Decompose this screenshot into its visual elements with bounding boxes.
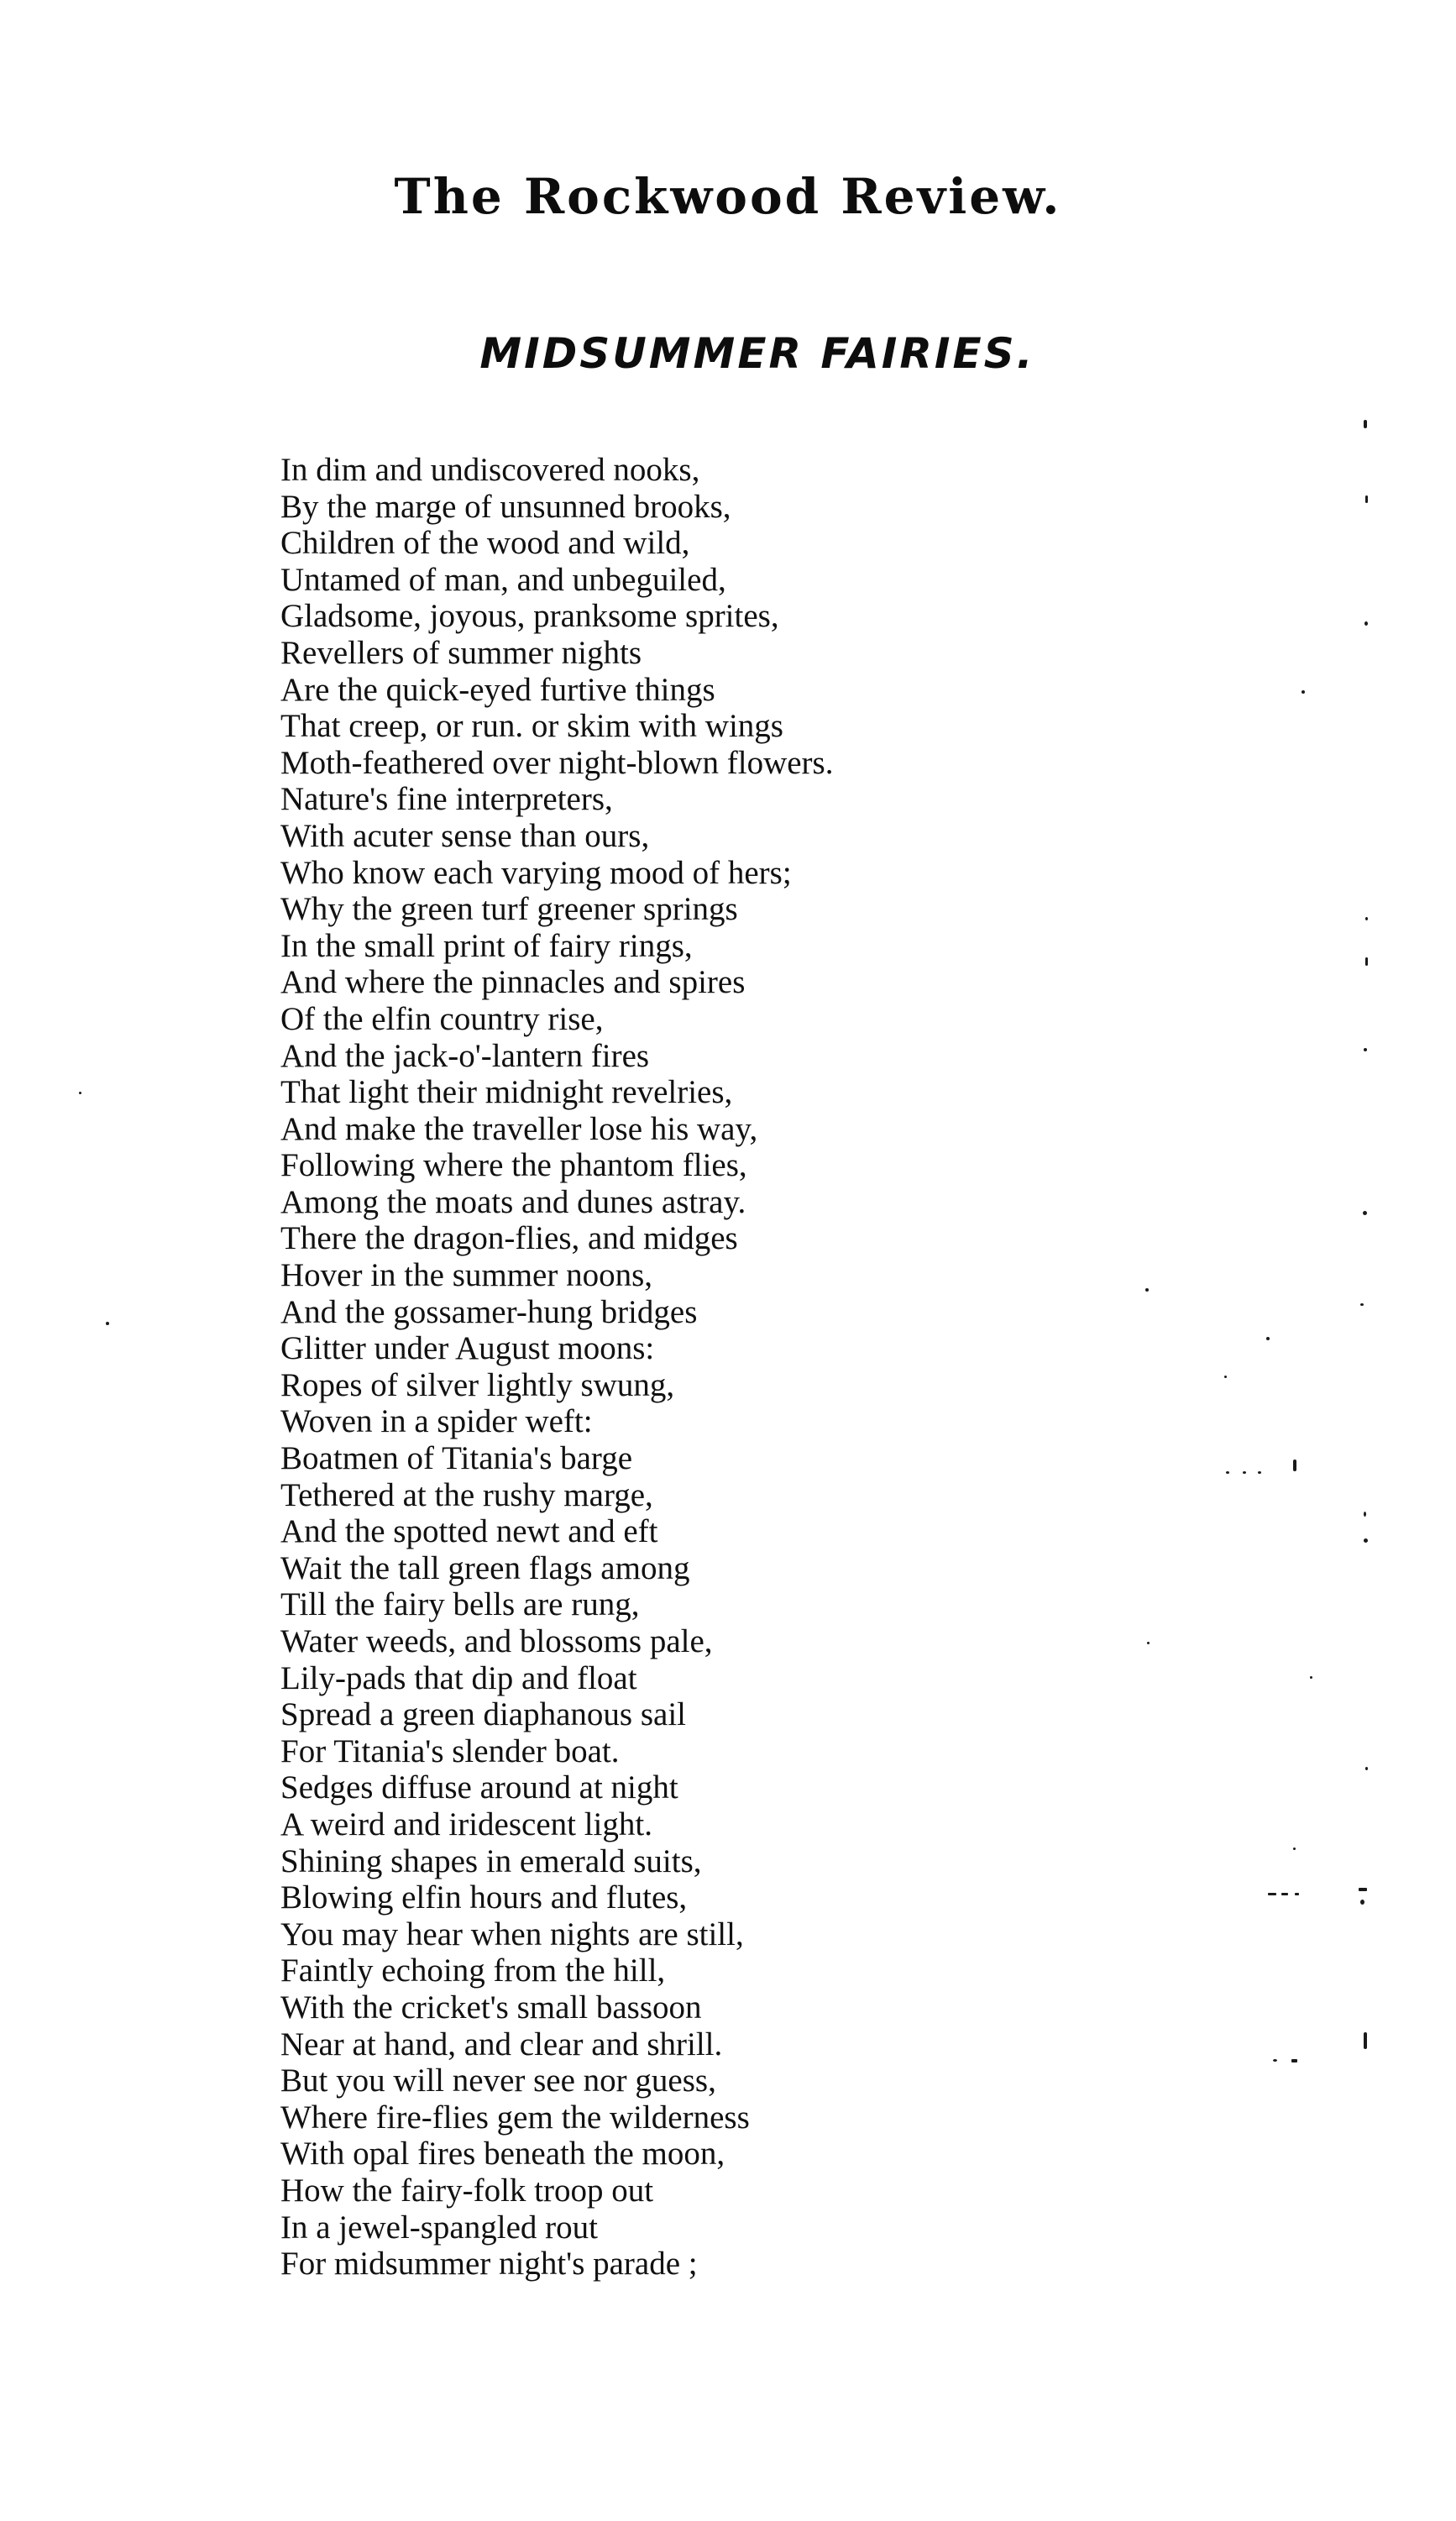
poem-line: And the jack-o'-lantern fires [280, 1037, 650, 1074]
poem-line: Spread a green diaphanous sail [280, 1696, 687, 1733]
ink-speck [1281, 1893, 1288, 1895]
ink-speck [79, 1092, 81, 1094]
poem-line: With acuter sense than ours, [280, 817, 650, 854]
ink-speck [1226, 1471, 1229, 1474]
poem-line: Woven in a spider weft: [280, 1403, 593, 1440]
poem-line: Wait the tall green flags among [280, 1549, 690, 1586]
poem-line: Following where the phantom flies, [280, 1147, 747, 1184]
poem-line: Shining shapes in emerald suits, [280, 1842, 702, 1879]
poem-line: You may hear when nights are still, [280, 1916, 744, 1952]
poem-line: That light their midnight revelries, [280, 1074, 733, 1111]
ink-speck [1365, 957, 1368, 966]
poem-line: And the gossamer-hung bridges [280, 1293, 698, 1330]
ink-speck [1243, 1471, 1246, 1474]
poem-line: A weird and iridescent light. [280, 1806, 652, 1842]
ink-speck [106, 1322, 109, 1325]
poem-line: In a jewel-spangled rout [280, 2209, 598, 2246]
ink-speck [1363, 1211, 1367, 1215]
poem-body [280, 452, 1120, 2283]
poem-line: And make the traveller lose his way, [280, 1110, 758, 1147]
ink-speck [1147, 1642, 1150, 1644]
poem-line: Ropes of silver lightly swung, [280, 1366, 675, 1403]
poem-line: For Titania's slender boat. [280, 1732, 620, 1769]
poem-line: Faintly echoing from the hill, [280, 1952, 666, 1989]
ink-speck [1364, 1538, 1368, 1543]
poem-line: Gladsome, joyous, pranksome sprites, [280, 598, 779, 635]
poem-line: Where fire-flies gem the wilderness [280, 2099, 750, 2136]
poem-line: Revellers of summer nights [280, 634, 642, 671]
poem-line: Near at hand, and clear and shrill. [280, 2026, 723, 2062]
poem-line: How the fairy-folk troop out [280, 2172, 654, 2209]
ink-speck [1224, 1376, 1227, 1378]
poem-line: Among the moats and dunes astray. [280, 1183, 746, 1220]
ink-speck [1364, 1512, 1366, 1517]
poem-line: Nature's fine interpreters, [280, 781, 613, 818]
poem-line: Blowing elfin hours and flutes, [280, 1879, 688, 1916]
poem-line: Till the fairy bells are rung, [280, 1586, 640, 1623]
poem-line: Glitter under August moons: [280, 1330, 655, 1367]
ink-speck [1295, 1893, 1299, 1895]
ink-speck [1360, 1303, 1364, 1306]
ink-speck [1364, 621, 1368, 626]
poem-line: With the cricket's small bassoon [280, 1989, 702, 2026]
ink-speck [1293, 1848, 1296, 1850]
poem-line: With opal fires beneath the moon, [280, 2136, 725, 2172]
ink-speck [1359, 1888, 1367, 1891]
poem-line: Who know each varying mood of hers; [280, 854, 792, 891]
poem-line: Children of the wood and wild, [280, 525, 690, 562]
poem-line: Why the green turf greener springs [280, 891, 738, 928]
poem-line: Tethered at the rushy marge, [280, 1476, 653, 1513]
ink-speck [1266, 1337, 1270, 1340]
ink-speck [1293, 1460, 1296, 1471]
ink-speck [1145, 1288, 1149, 1292]
poem-line: Are the quick-eyed furtive things [280, 671, 715, 708]
poem-line: Water weeds, and blossoms pale, [280, 1623, 713, 1659]
poem-line: There the dragon-flies, and midges [280, 1220, 738, 1257]
poem-line: Hover in the summer noons, [280, 1257, 653, 1294]
ink-speck [1258, 1471, 1261, 1474]
ink-speck [1365, 917, 1368, 920]
poem-title: MIDSUMMER FAIRIES. [479, 329, 1035, 378]
poem-line: And the spotted newt and eft [280, 1513, 658, 1550]
ink-speck [1365, 495, 1368, 503]
poem-line: By the marge of unsunned brooks, [280, 488, 731, 525]
poem-line: Sedges diffuse around at night [280, 1769, 678, 1806]
ink-speck [1301, 690, 1305, 694]
poem-line: In dim and undiscovered nooks, [280, 452, 700, 488]
running-header: The Rockwood Review. [394, 168, 1062, 225]
poem-line: Boatmen of Titania's barge [280, 1440, 633, 1477]
ink-speck [1365, 1767, 1368, 1770]
ink-speck [1364, 420, 1367, 428]
ink-speck [1360, 1900, 1364, 1905]
ink-speck [1268, 1893, 1276, 1895]
ink-speck [1364, 1048, 1367, 1051]
ink-speck [1364, 2032, 1367, 2049]
poem-line: In the small print of fairy rings, [280, 927, 693, 964]
poem-line: Of the elfin country rise, [280, 1000, 604, 1037]
poem-line: That creep, or run. or skim with wings [280, 708, 783, 745]
ink-speck [1291, 2059, 1297, 2062]
poem-line: Lily-pads that dip and float [280, 1659, 637, 1696]
ink-speck [1310, 1676, 1312, 1679]
poem-line: And where the pinnacles and spires [280, 964, 746, 1001]
poem-line: Untamed of man, and unbeguiled, [280, 561, 726, 598]
poem-line: Moth-feathered over night-blown flowers. [280, 744, 834, 781]
poem-line: For midsummer night's parade ; [280, 2246, 698, 2283]
ink-speck [1273, 2059, 1277, 2062]
poem-line: But you will never see nor guess, [280, 2062, 716, 2099]
